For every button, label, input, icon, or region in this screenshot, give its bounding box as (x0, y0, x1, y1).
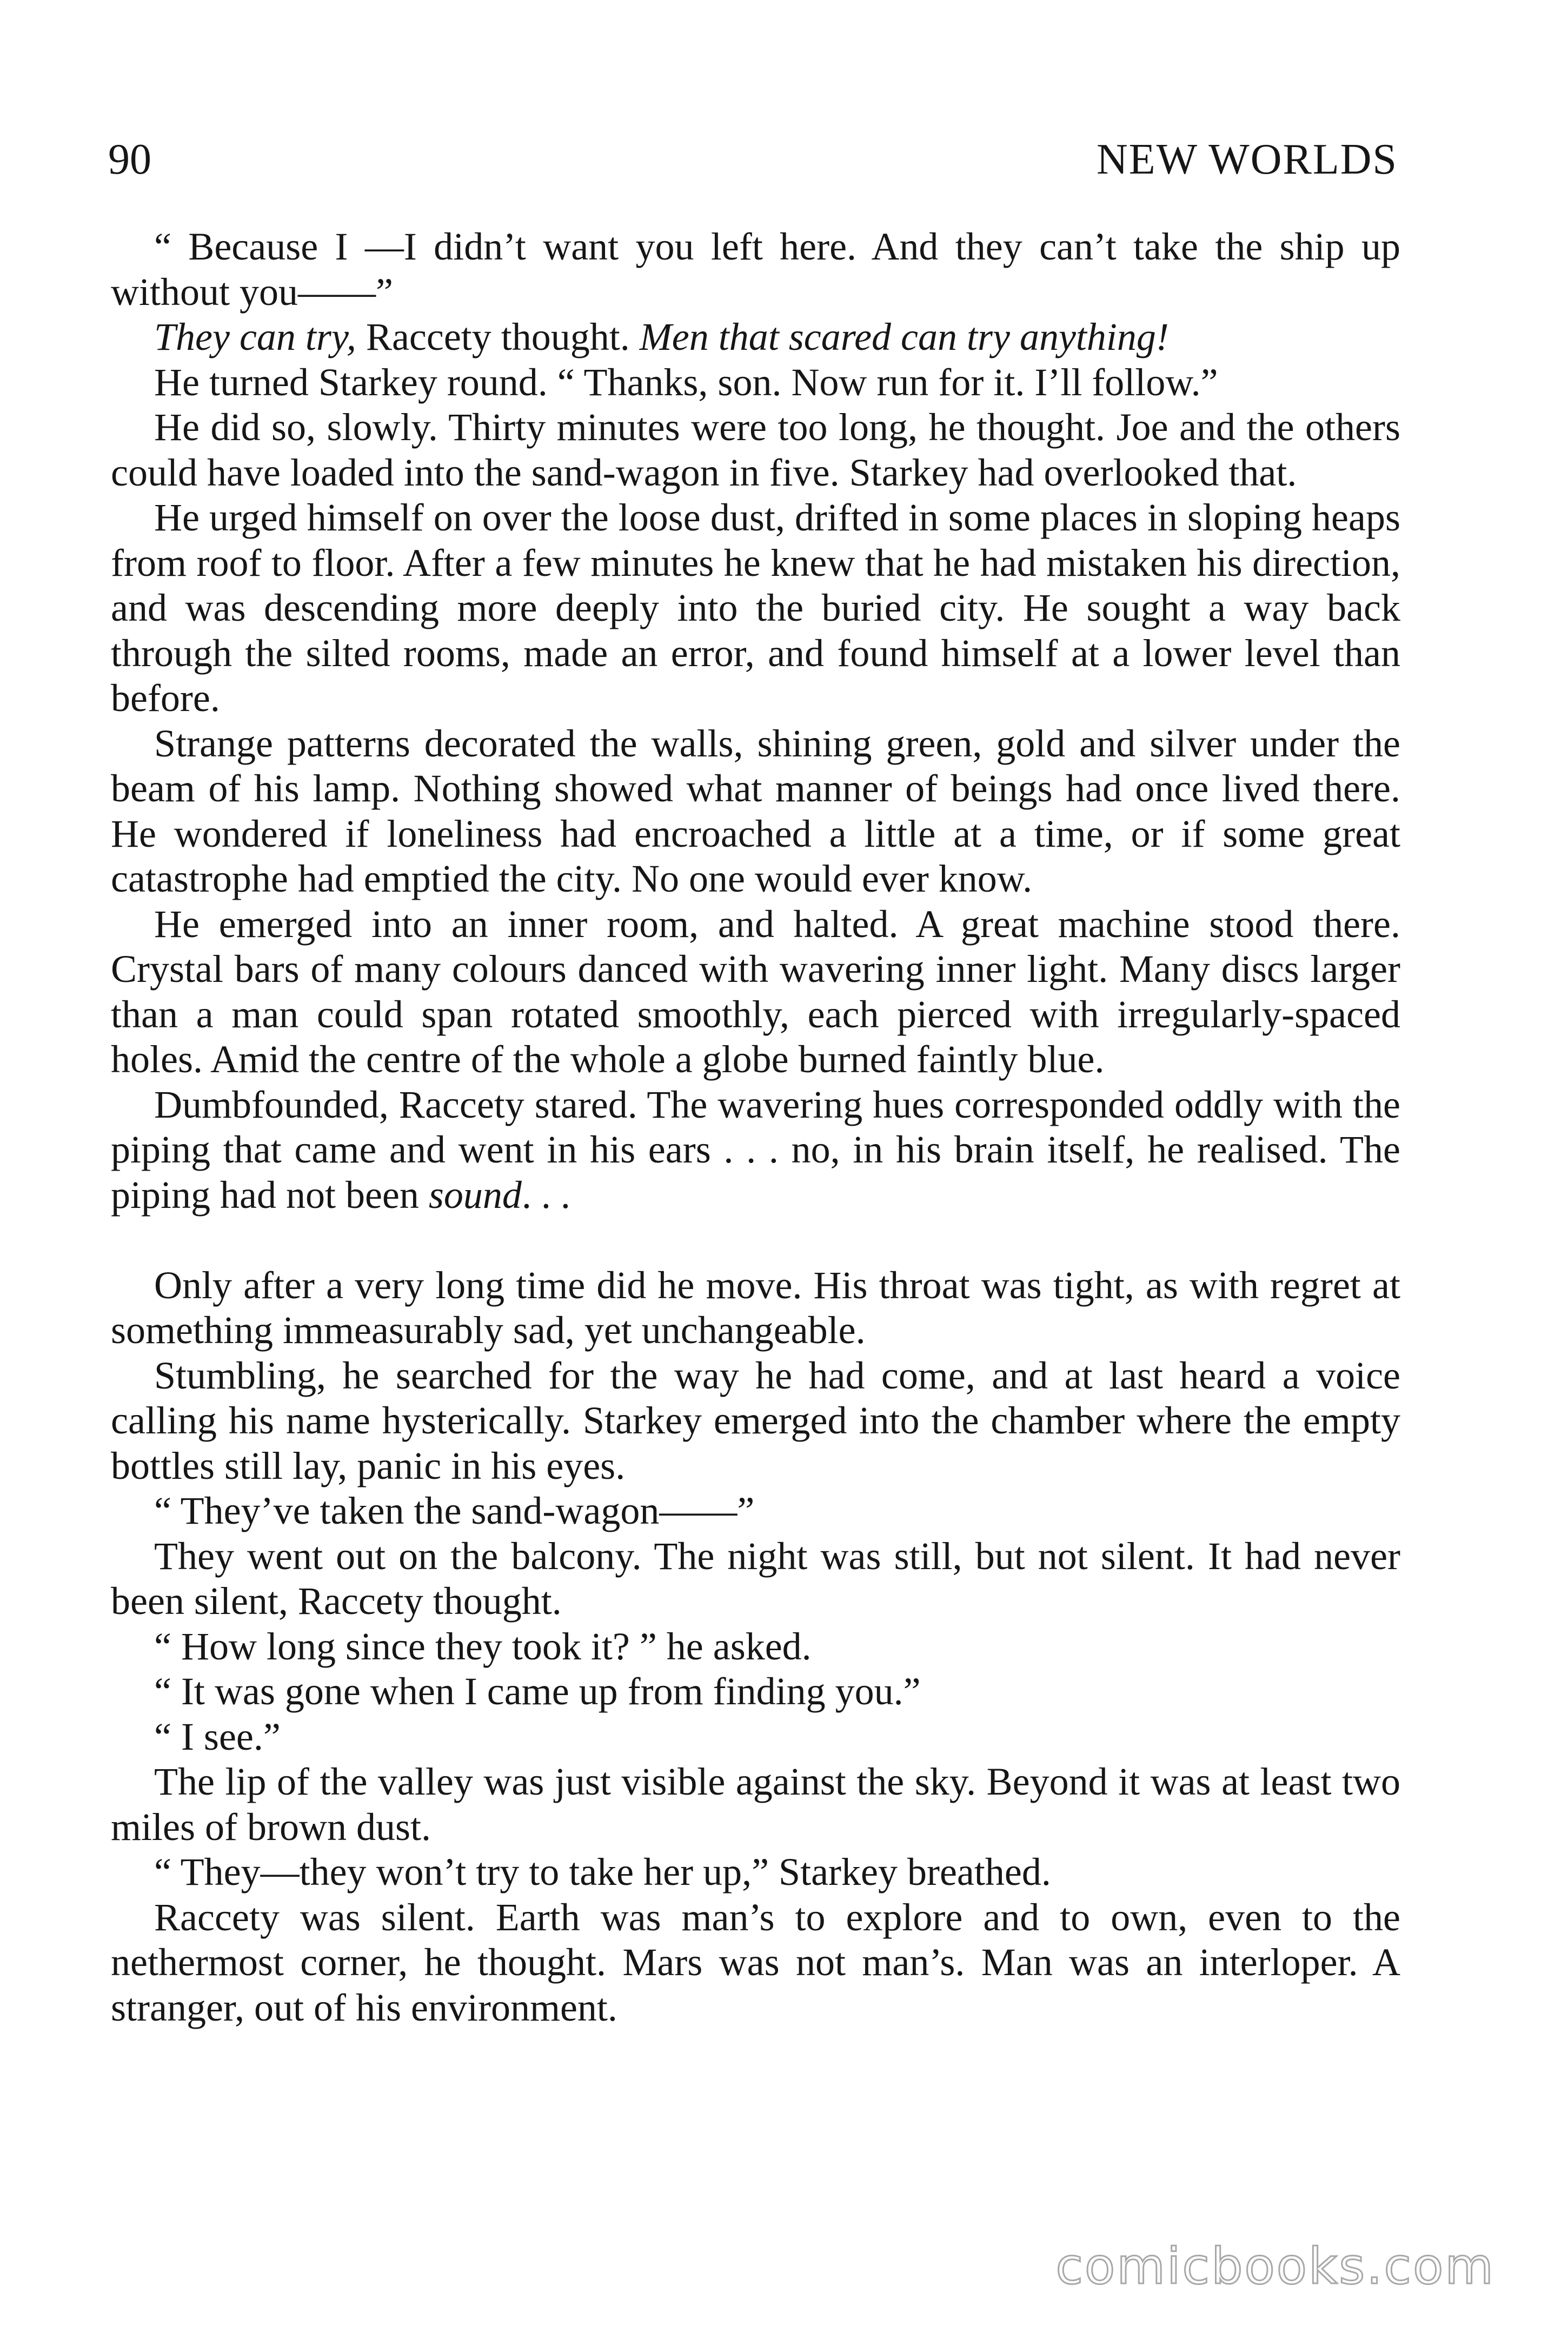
text-run: Only after a very long time did he move. His throat was tight, as with regret at something immeasurably sad, yet unchangeable. (111, 1263, 1400, 1352)
text-run: “ They—they won’t try to take her up,” Starkey breathed. (154, 1850, 1051, 1894)
italic-text: They can try, (154, 315, 356, 358)
text-run: Stumbling, he searched for the way he had come, and at last heard a voice calling his name hysterically. Starkey emerged into the chamber where the empty bottles still lay, panic in his eyes. (111, 1353, 1400, 1487)
text-run: Dumbfounded, Raccety stared. The wavering hues corresponded oddly with the piping that came and went in his ears . . . no, in his brain itself, he realised. The piping had not been (111, 1082, 1400, 1217)
paragraph (111, 1534, 1400, 1624)
journal-title: NEW WORLDS (1096, 136, 1398, 183)
page-number: 90 (108, 136, 151, 183)
paragraph (111, 1263, 1400, 1353)
text-run: He turned Starkey round. “ Thanks, son. Now run for it. I’ll follow.” (154, 360, 1218, 404)
text-run: “ Because I —I didn’t want you left here. And they can’t take the ship up without you——” (111, 225, 1400, 314)
running-head (108, 130, 1398, 189)
text-run: Raccety was silent. Earth was man’s to explore and to own, even to the nethermost corner, he thought. Mars was not man’s. Man was an interloper. A stranger, out of his environment. (111, 1895, 1400, 2029)
text-run: They went out on the balcony. The night was still, but not silent. It had never been silent, Raccety thought. (111, 1534, 1400, 1623)
paragraph (111, 1353, 1400, 1489)
text-run: “ I see.” (154, 1715, 281, 1758)
italic-text: Men that scared can try anything! (639, 315, 1169, 358)
text-run: . . . (521, 1173, 570, 1217)
text-run: “ They’ve taken the sand-wagon——” (154, 1489, 755, 1532)
paragraph (111, 1082, 1400, 1218)
text-run: He urged himself on over the loose dust, drifted in some places in sloping heaps from roof to floor. After a few minutes he knew that he had mistaken his direction, and was descending more deeply into the buried city. He sought a way back through the silted rooms, made an error, and found himself at a lower level than before. (111, 496, 1400, 720)
text-run: Raccety thought. (356, 315, 640, 358)
paragraph (111, 721, 1400, 902)
text-run: The lip of the valley was just visible against the sky. Beyond it was at least two miles of brown dust. (111, 1760, 1400, 1849)
text-run: He emerged into an inner room, and halted. A great machine stood there. Crystal bars of many colours danced with wavering inner light. Many discs larger than a man could span rotated smoothly, each pierced with irregularly-spaced holes. Amid the centre of the whole a globe burned faintly blue. (111, 902, 1400, 1081)
paragraph (111, 360, 1400, 406)
paragraph (111, 1715, 1400, 1760)
paragraph (111, 902, 1400, 1082)
paragraph (111, 1489, 1400, 1534)
paragraph (111, 1850, 1400, 1895)
text-run: He did so, slowly. Thirty minutes were too long, he thought. Joe and the others could have loaded into the sand-wagon in five. Starkey had overlooked that. (111, 406, 1400, 494)
paragraph (111, 1624, 1400, 1670)
paragraph (111, 495, 1400, 721)
paragraph (111, 315, 1400, 360)
watermark: comicbooks.com (1055, 2237, 1495, 2295)
text-run: Strange patterns decorated the walls, shining green, gold and silver under the beam of his lamp. Nothing showed what manner of beings had once lived there. He wondered if loneliness had encroached a little at a time, or if some great catastrophe had emptied the city. No one would ever know. (111, 721, 1400, 900)
paragraph (111, 405, 1400, 495)
text-run: “ It was gone when I came up from finding you.” (154, 1670, 921, 1713)
paragraph (111, 1895, 1400, 2031)
text-run: “ How long since they took it? ” he asked. (154, 1624, 812, 1668)
paragraph (111, 1759, 1400, 1850)
paragraph (111, 224, 1400, 315)
story-text (111, 224, 1400, 2030)
paragraph (111, 1669, 1400, 1715)
italic-text: sound (428, 1173, 522, 1217)
